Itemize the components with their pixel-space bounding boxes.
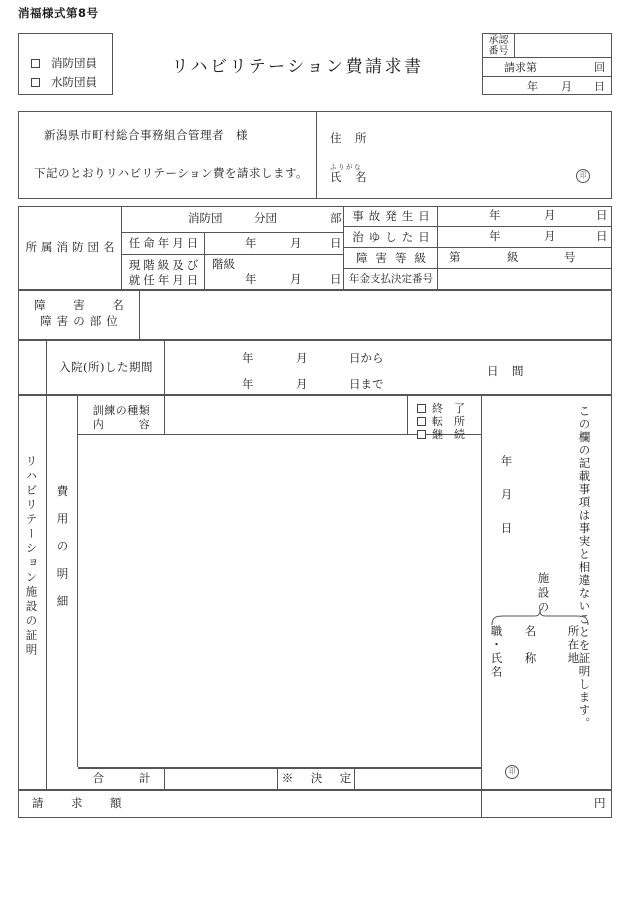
affiliation-label: 所属消防団名 [25, 240, 119, 255]
pension-number-value [444, 269, 604, 290]
currency-unit: 円 [594, 796, 606, 810]
cost-detail-label: 費用の明細 [55, 485, 70, 623]
healed-month: 月 [544, 229, 556, 243]
training-label-line2: 内 容 [92, 417, 151, 431]
grade-prefix: 第 [449, 250, 461, 264]
member-type-option-0[interactable] [31, 55, 97, 71]
approval-date-day: 日 [594, 80, 605, 93]
hosp-to-month: 月 [296, 377, 308, 391]
appointment-date-label: 任命年月日 [128, 236, 202, 251]
disability-name-label: 障 害 名 [34, 298, 132, 313]
hospitalization-period-label: 入院(所)した期間 [59, 359, 153, 374]
occurrence-day: 日 [596, 208, 608, 222]
rank-day: 日 [330, 272, 342, 286]
corps-row [122, 206, 344, 233]
appointment-day: 日 [330, 236, 342, 250]
occurrence-date-cell[interactable] [438, 206, 612, 227]
decision-value [362, 768, 474, 790]
rank-field-label: 階級 [212, 257, 235, 271]
brace-icon [490, 608, 590, 626]
grade-unit: 級 [507, 250, 519, 264]
claim-ordinal-unit: 回 [594, 61, 605, 74]
approval-date-month: 月 [561, 80, 572, 93]
status-label-2: 継 続 [432, 428, 465, 441]
checkbox-icon[interactable] [31, 78, 40, 87]
claim-amount-value [150, 790, 470, 818]
member-type-label-0: 消防団員 [51, 56, 97, 70]
corps-label: 消防団 [188, 211, 223, 225]
rank-label-line1: 現階級及び [128, 257, 202, 272]
total-label: 合 計 [92, 771, 155, 786]
checkbox-icon[interactable] [31, 59, 40, 68]
furigana-label: ふりがな [330, 163, 362, 171]
decision-label: ※ 決 定 [281, 771, 355, 786]
approval-label-line1: 承認 [488, 34, 509, 46]
appointment-month: 月 [290, 236, 302, 250]
healed-date-cell[interactable] [438, 227, 612, 248]
address-value[interactable] [375, 126, 575, 144]
facility-prefix: 施設の [536, 572, 551, 616]
cost-detail-area[interactable] [78, 435, 482, 768]
hosp-to-day-suffix: 日まで [349, 377, 384, 391]
disability-site-label: 障害の部位 [40, 314, 123, 329]
hosp-from-year: 年 [242, 351, 254, 365]
hosp-days-value[interactable] [430, 340, 480, 395]
status-label-0: 終 了 [432, 402, 465, 415]
hosp-days-label: 日 間 [487, 364, 525, 378]
member-type-label-1: 水防団員 [51, 75, 97, 89]
facility-field-1: 名 称 [523, 625, 538, 666]
addressee-to-line: 新潟県市町村総合事務組合管理者 様 [44, 128, 248, 142]
checkbox-icon[interactable] [417, 404, 426, 413]
disability-value[interactable] [148, 290, 603, 340]
hosp-from-day-suffix: 日から [349, 351, 384, 365]
occurrence-month: 月 [544, 208, 556, 222]
hosp-to-year: 年 [242, 377, 254, 391]
disability-grade-label: 障害等級 [356, 250, 434, 265]
grade-number-unit: 号 [564, 250, 576, 264]
address-label: 住 所 [330, 131, 368, 145]
form-number: 消福様式第8号 [18, 6, 99, 20]
addressee-cell [18, 111, 317, 199]
rank-month: 月 [290, 272, 302, 286]
total-value [172, 768, 272, 790]
branch-label: 分団 [254, 211, 277, 225]
certification-statement: この欄の記載事項は事実と相違ないことを証明します。 [577, 405, 592, 730]
approval-value [519, 33, 609, 58]
approval-label-line2: 番号 [488, 45, 509, 57]
appointment-year: 年 [245, 236, 257, 250]
hosp-from-month: 月 [296, 351, 308, 365]
occurrence-date-label: 事故発生日 [352, 208, 435, 223]
facility-seal-icon: 印 [505, 765, 519, 779]
checkbox-icon[interactable] [417, 417, 426, 426]
claim-amount-label: 請 求 額 [32, 796, 130, 810]
claim-ordinal-label: 請求第 [504, 61, 537, 74]
name-label: 氏 名 [330, 170, 368, 184]
member-type-option-1[interactable] [31, 74, 97, 90]
facility-field-2: 職・氏名 [489, 625, 504, 679]
addressee-statement: 下記のとおりリハビリテーション費を請求します。 [34, 166, 309, 180]
healed-year: 年 [489, 229, 501, 243]
page-title: リハビリテーション費請求書 [171, 56, 424, 77]
training-value [172, 395, 402, 435]
grade-value-cell[interactable] [438, 248, 612, 269]
status-label-1: 転 所 [432, 415, 465, 428]
rank-label-line2: 就任年月日 [128, 272, 202, 287]
appointment-date-cell[interactable] [205, 233, 344, 255]
unit-label: 部 [330, 211, 342, 225]
rank-year: 年 [245, 272, 257, 286]
healed-day: 日 [596, 229, 608, 243]
claim-ordinal-cell [482, 58, 612, 77]
name-value[interactable] [375, 166, 555, 184]
seal-icon: 印 [576, 169, 590, 183]
training-label-line1: 訓練の種類 [92, 403, 151, 417]
pension-number-label: 年金支払決定番号 [349, 273, 433, 286]
facility-field-0: 所在地 [566, 625, 581, 666]
facility-side-label: リハビリテーション施設の証明 [24, 455, 39, 658]
side-strip-top [18, 340, 47, 395]
approval-date-year: 年 [527, 80, 538, 93]
certification-date: 年月日 [499, 455, 514, 556]
healed-date-label: 治ゆした日 [352, 229, 435, 244]
occurrence-year: 年 [489, 208, 501, 222]
